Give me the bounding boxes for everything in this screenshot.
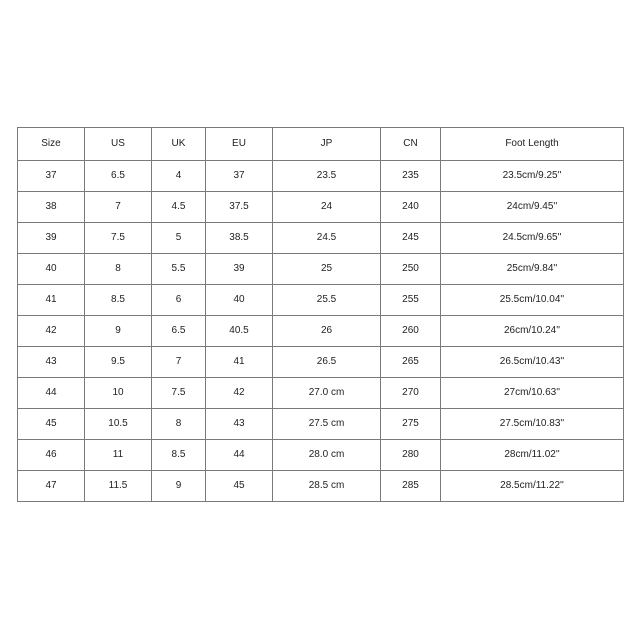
cell-eu: 40 [206, 285, 273, 316]
cell-uk: 6.5 [152, 316, 206, 347]
header-row [18, 128, 624, 161]
cell-cn: 240 [381, 192, 441, 223]
header-foot-length: Foot Length [441, 128, 624, 161]
header-size: Size [18, 128, 85, 161]
cell-eu: 39 [206, 254, 273, 285]
cell-jp: 28.5 cm [273, 471, 381, 502]
cell-size: 43 [18, 347, 85, 378]
table-row [18, 285, 624, 316]
cell-eu: 37.5 [206, 192, 273, 223]
cell-size: 45 [18, 409, 85, 440]
cell-jp: 27.5 cm [273, 409, 381, 440]
cell-jp: 26 [273, 316, 381, 347]
table-row [18, 192, 624, 223]
header-us: US [85, 128, 152, 161]
table-row [18, 161, 624, 192]
cell-jp: 24 [273, 192, 381, 223]
cell-eu: 44 [206, 440, 273, 471]
cell-eu: 40.5 [206, 316, 273, 347]
cell-uk: 7.5 [152, 378, 206, 409]
cell-uk: 5.5 [152, 254, 206, 285]
cell-size: 38 [18, 192, 85, 223]
table-body [18, 161, 624, 502]
cell-cn: 250 [381, 254, 441, 285]
table-row [18, 316, 624, 347]
header-eu: EU [206, 128, 273, 161]
cell-uk: 6 [152, 285, 206, 316]
cell-foot-length: 23.5cm/9.25'' [441, 161, 624, 192]
cell-us: 9.5 [85, 347, 152, 378]
cell-uk: 7 [152, 347, 206, 378]
cell-foot-length: 27.5cm/10.83'' [441, 409, 624, 440]
cell-us: 7.5 [85, 223, 152, 254]
cell-uk: 8.5 [152, 440, 206, 471]
cell-jp: 25.5 [273, 285, 381, 316]
cell-us: 8.5 [85, 285, 152, 316]
cell-us: 8 [85, 254, 152, 285]
cell-cn: 265 [381, 347, 441, 378]
cell-us: 11.5 [85, 471, 152, 502]
cell-eu: 37 [206, 161, 273, 192]
cell-jp: 25 [273, 254, 381, 285]
cell-foot-length: 26cm/10.24'' [441, 316, 624, 347]
cell-size: 47 [18, 471, 85, 502]
cell-foot-length: 25cm/9.84'' [441, 254, 624, 285]
cell-size: 40 [18, 254, 85, 285]
table-row [18, 440, 624, 471]
cell-cn: 275 [381, 409, 441, 440]
header-cn: CN [381, 128, 441, 161]
table-row [18, 409, 624, 440]
cell-size: 46 [18, 440, 85, 471]
cell-cn: 280 [381, 440, 441, 471]
cell-foot-length: 24.5cm/9.65'' [441, 223, 624, 254]
table-row [18, 471, 624, 502]
cell-eu: 45 [206, 471, 273, 502]
cell-size: 37 [18, 161, 85, 192]
cell-jp: 27.0 cm [273, 378, 381, 409]
header-jp: JP [273, 128, 381, 161]
cell-us: 10 [85, 378, 152, 409]
cell-uk: 8 [152, 409, 206, 440]
cell-foot-length: 26.5cm/10.43'' [441, 347, 624, 378]
cell-jp: 26.5 [273, 347, 381, 378]
cell-uk: 9 [152, 471, 206, 502]
cell-size: 42 [18, 316, 85, 347]
cell-us: 9 [85, 316, 152, 347]
cell-uk: 4 [152, 161, 206, 192]
table-header [18, 128, 624, 161]
header-uk: UK [152, 128, 206, 161]
cell-cn: 285 [381, 471, 441, 502]
table-row [18, 223, 624, 254]
table-row [18, 254, 624, 285]
cell-eu: 41 [206, 347, 273, 378]
cell-size: 44 [18, 378, 85, 409]
cell-jp: 24.5 [273, 223, 381, 254]
cell-us: 10.5 [85, 409, 152, 440]
cell-jp: 23.5 [273, 161, 381, 192]
cell-us: 11 [85, 440, 152, 471]
table-row [18, 347, 624, 378]
size-chart-table [17, 127, 624, 502]
cell-foot-length: 27cm/10.63'' [441, 378, 624, 409]
cell-foot-length: 28.5cm/11.22'' [441, 471, 624, 502]
cell-size: 39 [18, 223, 85, 254]
cell-cn: 270 [381, 378, 441, 409]
cell-us: 7 [85, 192, 152, 223]
cell-size: 41 [18, 285, 85, 316]
cell-foot-length: 25.5cm/10.04'' [441, 285, 624, 316]
cell-eu: 43 [206, 409, 273, 440]
cell-cn: 260 [381, 316, 441, 347]
cell-uk: 5 [152, 223, 206, 254]
cell-eu: 42 [206, 378, 273, 409]
cell-cn: 235 [381, 161, 441, 192]
cell-cn: 245 [381, 223, 441, 254]
cell-jp: 28.0 cm [273, 440, 381, 471]
cell-us: 6.5 [85, 161, 152, 192]
cell-cn: 255 [381, 285, 441, 316]
cell-foot-length: 28cm/11.02'' [441, 440, 624, 471]
cell-uk: 4.5 [152, 192, 206, 223]
cell-eu: 38.5 [206, 223, 273, 254]
table-row [18, 378, 624, 409]
cell-foot-length: 24cm/9.45'' [441, 192, 624, 223]
